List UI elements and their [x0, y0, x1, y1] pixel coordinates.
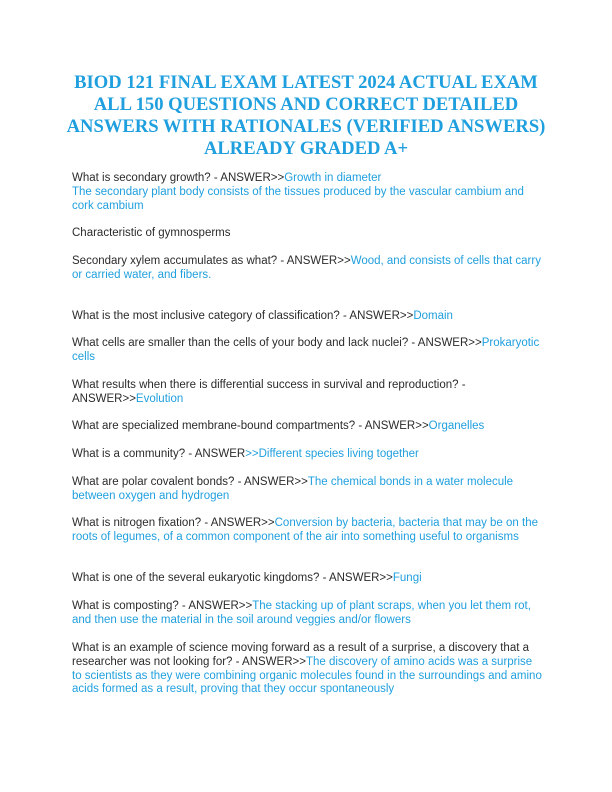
- qa-item: [72, 476, 544, 504]
- answer-text: >>Different species living together: [245, 448, 419, 460]
- qa-item: [72, 172, 544, 213]
- qa-item: [72, 572, 544, 586]
- question-text: What results when there is differential success in survival and reproduction? - ANSWER>>: [72, 379, 466, 405]
- document-title: BIOD 121 FINAL EXAM LATEST 2024 ACTUAL EXAM ALL 150 QUESTIONS AND CORRECT DETAILED ANSWERS WITH RATIONALES (VERIFIED ANSWERS) ALREADY GRADED A+: [66, 72, 546, 159]
- question-text: What is an example of science moving forward as a result of a surprise, a discovery that a researcher was not looking for? - ANSWER>>: [72, 642, 530, 668]
- answer-text: Organelles: [428, 420, 485, 432]
- answer-text: Growth in diameter: [284, 172, 382, 184]
- qa-item: [72, 642, 544, 697]
- answer-text: The stacking up of plant scraps, when you let them rot, and then use the material in the soil around veggies and/or flowers: [72, 600, 531, 626]
- qa-item: [72, 379, 544, 407]
- question-text: What is composting? - ANSWER>>: [72, 600, 253, 612]
- question-text: What is nitrogen fixation? - ANSWER>>: [72, 517, 275, 529]
- answer-text: Fungi: [392, 572, 422, 584]
- answer-text: The chemical bonds in a water molecule between oxygen and hydrogen: [72, 476, 514, 502]
- qa-item: [72, 255, 544, 283]
- question-text: What is secondary growth? - ANSWER>>: [72, 172, 285, 184]
- answer-text: Conversion by bacteria, bacteria that may be on the roots of legumes, of a common component of the air into something useful to organisms: [72, 517, 538, 543]
- question-text: What is one of the several eukaryotic kingdoms? - ANSWER>>: [72, 572, 393, 584]
- answer-text: The discovery of amino acids was a surprise to scientists as they were combining organic molecules found in the surroundings and amino acids formed as a result, proving that they occur spontaneously: [72, 655, 542, 696]
- qa-item: [72, 227, 544, 241]
- question-text: What are polar covalent bonds? - ANSWER>>: [72, 476, 308, 488]
- question-text: What is a community? - ANSWER: [72, 448, 246, 460]
- qa-item: [72, 420, 544, 434]
- question-text: What is the most inclusive category of classification? - ANSWER>>: [72, 310, 414, 322]
- qa-item: [72, 517, 544, 545]
- question-text: What cells are smaller than the cells of your body and lack nuclei? - ANSWER>>: [72, 337, 482, 349]
- answer-text: Evolution: [135, 392, 184, 405]
- qa-item: [72, 310, 544, 324]
- answer-text-continued: The secondary plant body consists of the tissues produced by the vascular cambium and cork cambium: [72, 185, 524, 212]
- answer-text: Wood, and consists of cells that carry or carried water, and fibers.: [72, 255, 541, 281]
- question-text: What are specialized membrane-bound compartments? - ANSWER>>: [72, 420, 429, 432]
- qa-item: [72, 337, 544, 365]
- qa-item: [72, 448, 544, 462]
- answer-text: Prokaryotic cells: [72, 337, 540, 363]
- answer-text: Domain: [413, 310, 453, 322]
- question-text: Secondary xylem accumulates as what? - ANSWER>>: [72, 255, 351, 267]
- qa-item: [72, 600, 544, 628]
- question-text: Characteristic of gymnosperms: [72, 227, 231, 239]
